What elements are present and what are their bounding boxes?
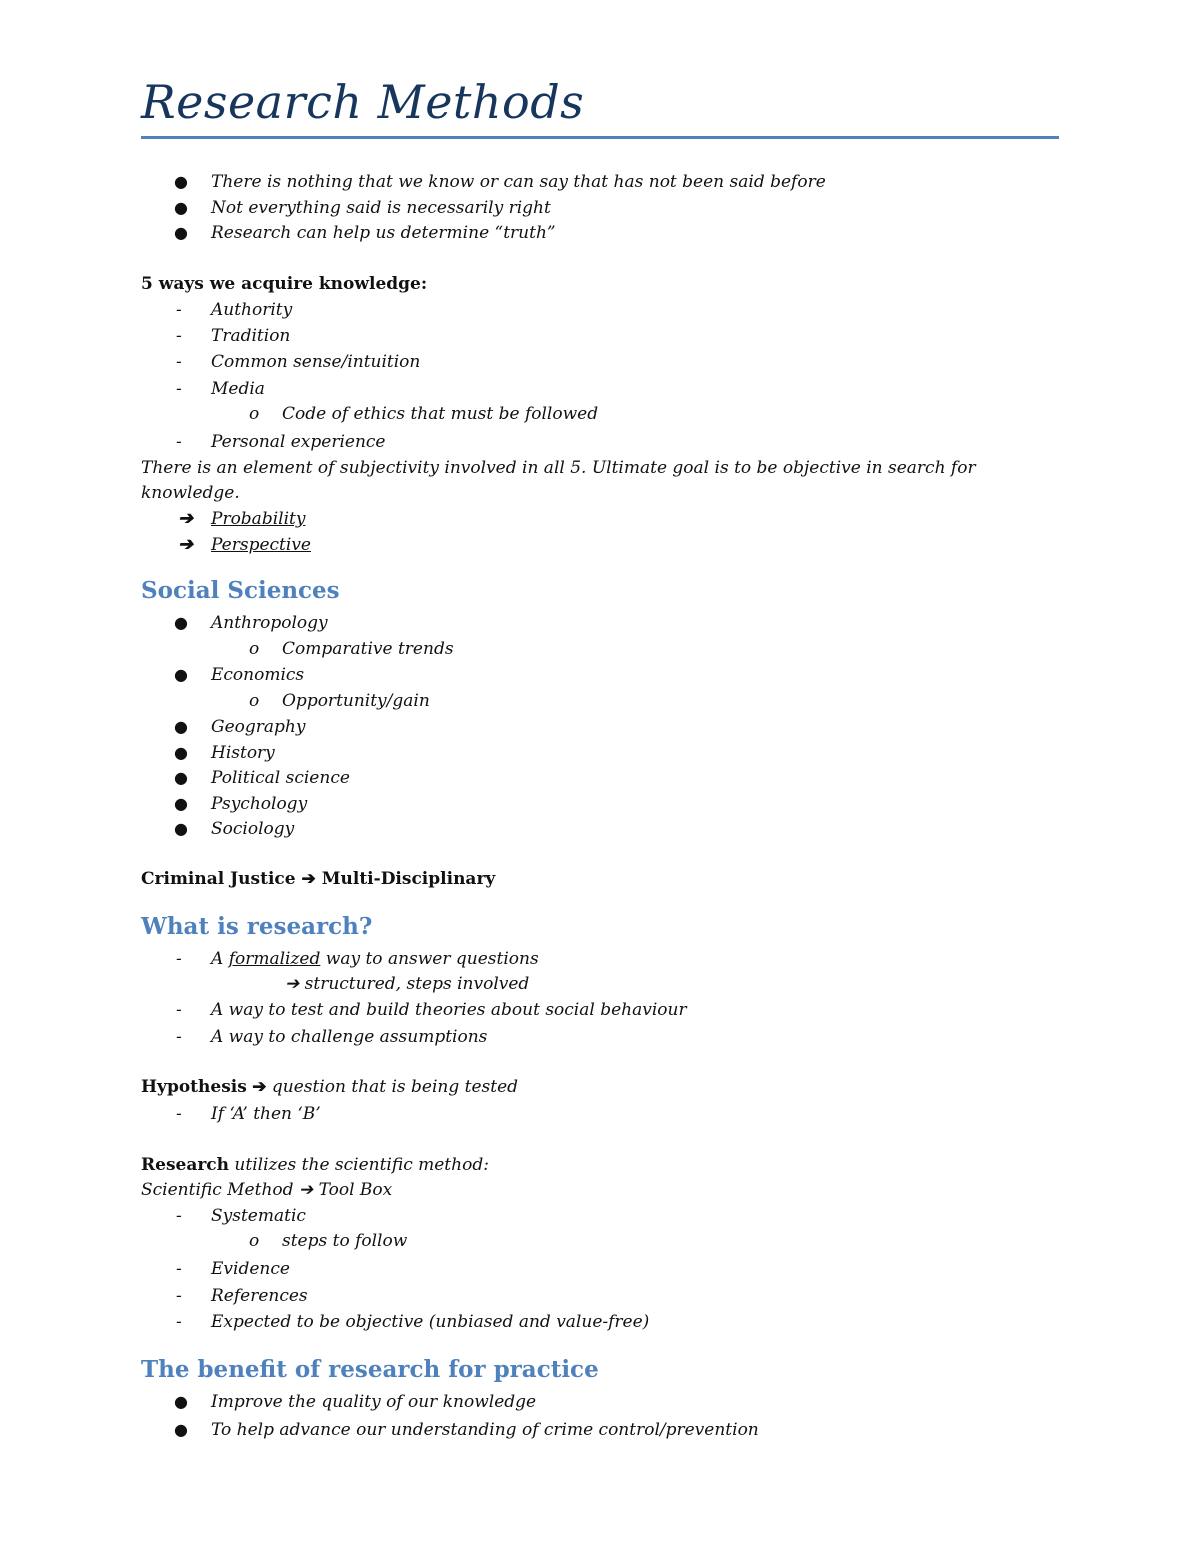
bullet-icon: ● bbox=[174, 198, 188, 217]
dash-icon: - bbox=[176, 1104, 182, 1124]
bullet-icon: ● bbox=[174, 743, 188, 762]
dash-icon: - bbox=[176, 326, 182, 346]
arrow-right-icon: ➔ bbox=[301, 869, 316, 889]
bullet-icon: ● bbox=[174, 1420, 188, 1439]
dash-icon: - bbox=[176, 1312, 182, 1332]
circle-bullet-icon: o bbox=[249, 639, 260, 659]
document-page: Research Methods ● There is nothing that we know or can say that has not been said before ● Not everything said is necessarily right ● Research can help us determine “truth” 5 ways we acquire knowledge: - Authority - Tradition - Common sense/intuition - Media o Code of ethics that must be followed - Personal experience There is an element of subjectivity involved in all 5. Ultimate goal is to be objective in search for knowledge. ➔ Probability ➔ Perspective Social Sciences ● Anthropology o Comparative trends ● Economics o Opportunity/gain ● Geography ● History ● Political science ● Psychology ● Sociology Criminal Justice ➔ Multi-Disciplinary What is research? - A formalized way to answer questions ➔ structured, steps involved - A way to test and build theories about social behaviour - A way to challenge assumptions Hypothesis ➔ question that is being tested - If ‘A’ then ‘B’ Research utilizes the scientific method: Scientific Method ➔ Tool Box - Systematic o steps to follow - Evidence - References - Expected to be objective (unbiased and value-free) The benefit of research for practice ● Improve the quality of our knowledge ● To help advance our understanding of crime control/prevention bbox=[0, 0, 1200, 1553]
arrow-right-icon: ➔ bbox=[178, 508, 194, 529]
title-rule bbox=[141, 136, 1059, 139]
circle-bullet-icon: o bbox=[249, 404, 260, 424]
benefit-heading: The benefit of research for practice bbox=[141, 1356, 599, 1383]
bullet-icon: ● bbox=[174, 819, 188, 838]
dash-icon: - bbox=[176, 432, 182, 452]
bullet-icon: ● bbox=[174, 1392, 188, 1411]
arrow-right-icon: ➔ bbox=[178, 534, 194, 555]
arrow-right-icon: ➔ bbox=[252, 1077, 267, 1097]
circle-bullet-icon: o bbox=[249, 1231, 260, 1251]
bullet-icon: ● bbox=[174, 172, 188, 191]
circle-bullet-icon: o bbox=[249, 691, 260, 711]
bullet-icon: ● bbox=[174, 768, 188, 787]
page-title: Research Methods bbox=[141, 75, 585, 129]
bullet-icon: ● bbox=[174, 717, 188, 736]
bullet-icon: ● bbox=[174, 794, 188, 813]
dash-icon: - bbox=[176, 1000, 182, 1020]
bullet-icon: ● bbox=[174, 613, 188, 632]
bullet-icon: ● bbox=[174, 223, 188, 242]
dash-icon: - bbox=[176, 352, 182, 372]
arrow-right-icon: ➔ bbox=[285, 974, 300, 994]
dash-icon: - bbox=[176, 1259, 182, 1279]
dash-icon: - bbox=[176, 1206, 182, 1226]
bullet-icon: ● bbox=[174, 665, 188, 684]
dash-icon: - bbox=[176, 300, 182, 320]
what-is-research-heading: What is research? bbox=[141, 913, 373, 940]
arrow-right-icon: ➔ bbox=[298, 1180, 314, 1200]
dash-icon: - bbox=[176, 379, 182, 399]
social-sciences-heading: Social Sciences bbox=[141, 577, 340, 604]
dash-icon: - bbox=[176, 1286, 182, 1306]
dash-icon: - bbox=[176, 949, 182, 969]
dash-icon: - bbox=[176, 1027, 182, 1047]
